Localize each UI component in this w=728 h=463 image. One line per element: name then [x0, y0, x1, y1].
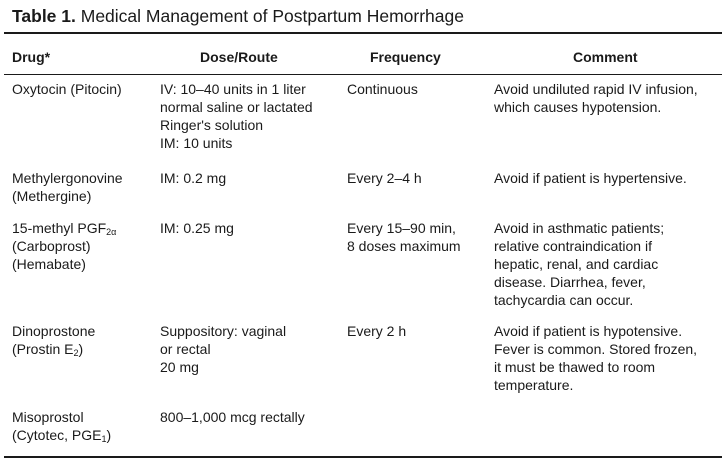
drug-name-text: 15-methyl PGF: [12, 220, 107, 236]
comment-cell: [494, 219, 664, 309]
drug-brand: [12, 340, 95, 358]
comment-line: temperature.: [494, 377, 574, 393]
dose-line: IM: 0.25 mg: [160, 220, 234, 236]
dose-line: IM: 10 units: [160, 135, 233, 151]
comment-line: Avoid if patient is hypotensive.: [494, 323, 683, 339]
drug-brand-text: (Cytotec, PGE: [12, 427, 102, 443]
drug-name: Dinoprostone: [12, 323, 96, 339]
drug-brand: [12, 426, 111, 444]
dose-line: 20 mg: [160, 359, 199, 375]
drug-subscript: 1: [101, 434, 107, 444]
drug-cell: [12, 322, 95, 358]
comment-line: Avoid in asthmatic patients;: [494, 220, 665, 236]
drug-generic: (Carboprost): [12, 238, 91, 254]
frequency-line: Continuous: [347, 81, 418, 97]
frequency-line: Every 2 h: [347, 323, 407, 339]
dose-cell: [160, 169, 226, 187]
drug-name: Methylergonovine: [12, 170, 123, 186]
comment-cell: [494, 169, 687, 187]
dose-line: or rectal: [160, 341, 211, 357]
dose-line: normal saline or lactated: [160, 99, 313, 115]
drug-subscript: 2: [73, 348, 79, 358]
comment-line: disease. Diarrhea, fever,: [494, 274, 646, 290]
frequency-line: 8 doses maximum: [347, 238, 461, 254]
header-rule: [4, 74, 722, 75]
header-comment: Comment: [573, 49, 638, 65]
comment-line: relative contraindication if: [494, 238, 652, 254]
comment-line: Fever is common. Stored frozen,: [494, 341, 698, 357]
table-label: Table 1.: [12, 6, 76, 26]
header-frequency: Frequency: [370, 49, 441, 65]
top-rule: [4, 32, 722, 34]
drug-name: Misoprostol: [12, 409, 84, 425]
drug-brand: (Hemabate): [12, 256, 86, 272]
drug-brand-text: (Prostin E: [12, 341, 74, 357]
drug-cell: [12, 80, 122, 98]
frequency-cell: [347, 169, 422, 187]
dose-cell: [160, 322, 286, 376]
drug-brand-close: ): [78, 341, 84, 357]
frequency-cell: [347, 322, 406, 340]
comment-line: which causes hypotension.: [494, 99, 662, 115]
comment-line: hepatic, renal, and cardiac: [494, 256, 659, 272]
drug-brand: (Methergine): [12, 188, 92, 204]
frequency-cell: [347, 219, 461, 255]
drug-cell: [12, 408, 111, 444]
dose-cell: [160, 219, 234, 237]
dose-cell: [160, 80, 313, 152]
drug-cell: [12, 219, 116, 273]
frequency-line: Every 15–90 min,: [347, 220, 456, 236]
table-title-text: Medical Management of Postpartum Hemorrhage: [80, 6, 464, 26]
header-drug: Drug*: [12, 49, 51, 65]
comment-cell: [494, 322, 697, 394]
comment-line: it must be thawed to room: [494, 359, 656, 375]
dose-line: IV: 10–40 units in 1 liter: [160, 81, 306, 97]
dose-cell: [160, 408, 305, 426]
dose-line: IM: 0.2 mg: [160, 170, 227, 186]
drug-name: Oxytocin (Pitocin): [12, 81, 122, 97]
drug-subscript: 2α: [106, 227, 117, 237]
frequency-cell: [347, 80, 418, 98]
comment-cell: [494, 80, 698, 116]
comment-line: tachycardia can occur.: [494, 292, 634, 308]
drug-brand-close: ): [106, 427, 112, 443]
drug-name: [12, 219, 116, 237]
frequency-line: Every 2–4 h: [347, 170, 422, 186]
comment-line: Avoid if patient is hypertensive.: [494, 170, 687, 186]
comment-line: Avoid undiluted rapid IV infusion,: [494, 81, 698, 97]
header-dose-route: Dose/Route: [200, 49, 278, 65]
dose-line: Suppository: vaginal: [160, 323, 287, 339]
table-title: [12, 5, 464, 27]
bottom-rule: [4, 456, 722, 458]
dose-line: Ringer's solution: [160, 117, 264, 133]
dose-line: 800–1,000 mcg rectally: [160, 409, 305, 425]
drug-cell: [12, 169, 123, 205]
